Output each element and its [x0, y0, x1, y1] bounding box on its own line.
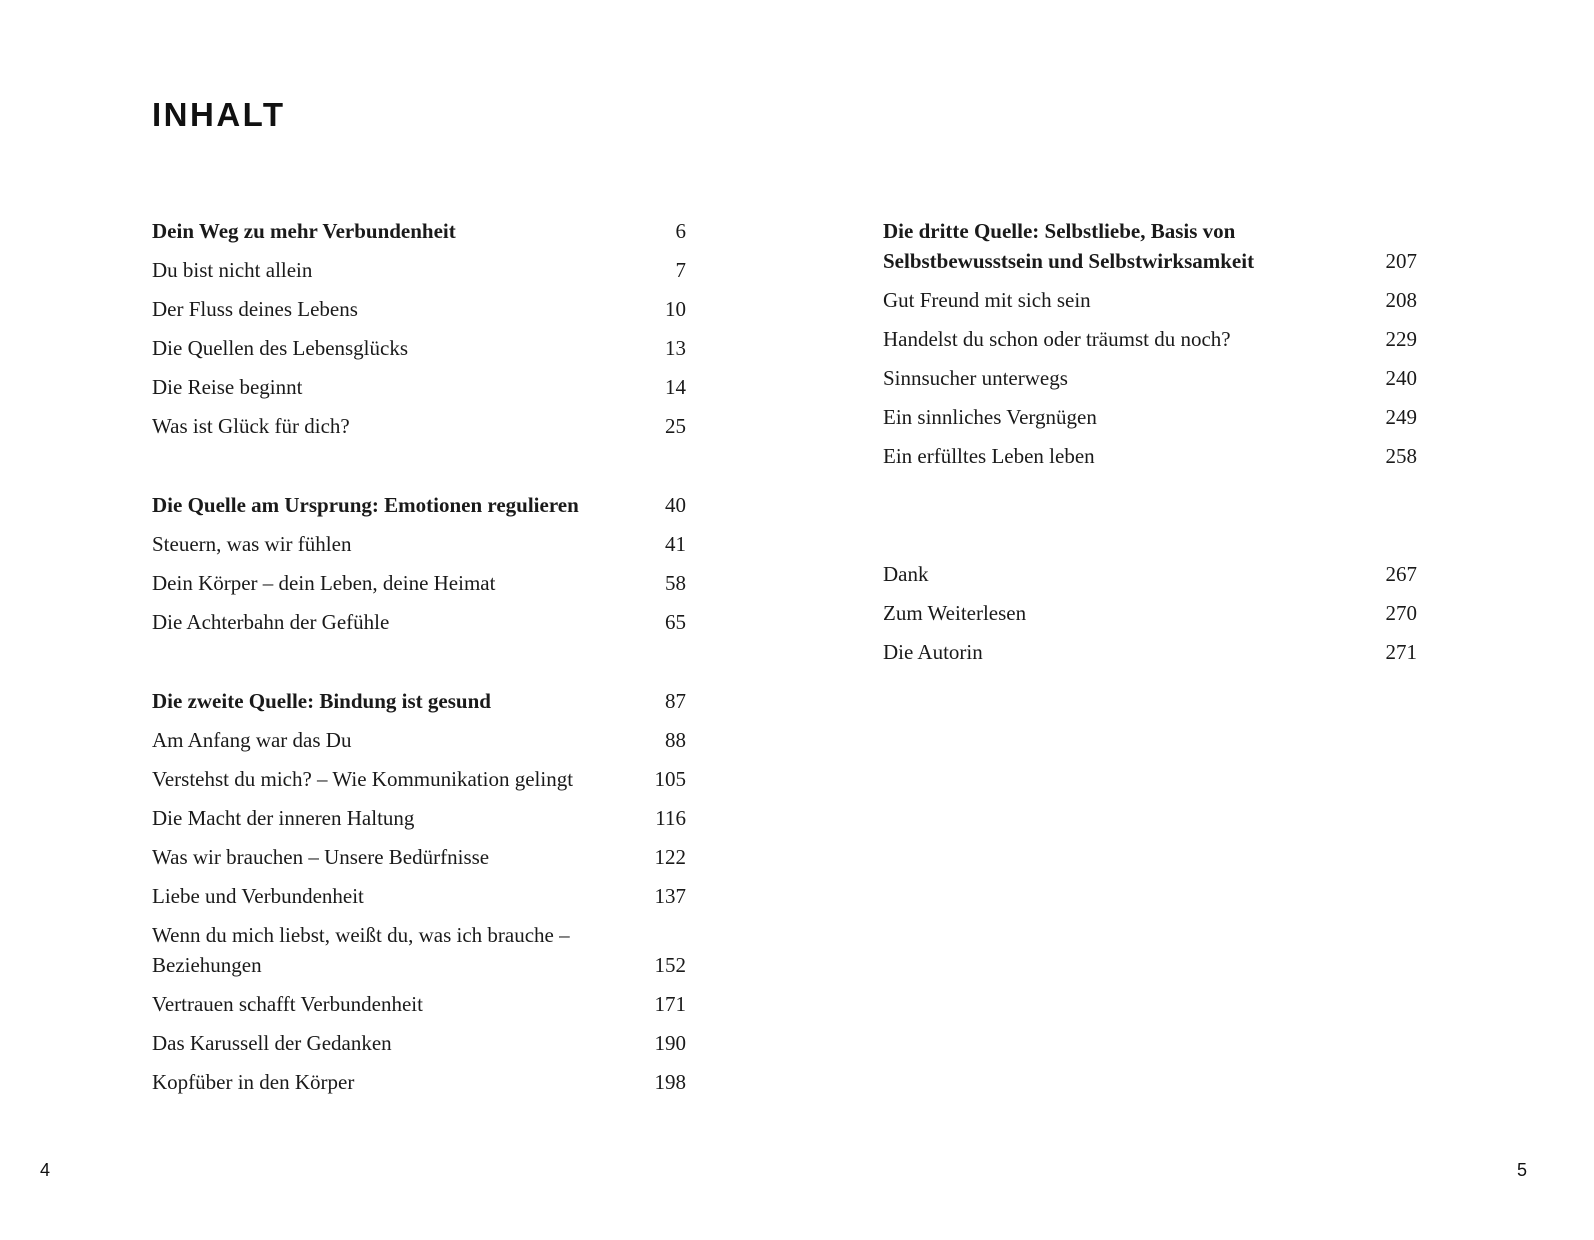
toc-entry-row[interactable] — [152, 329, 686, 368]
entry-title: Ein sinnliches Vergnügen — [883, 405, 1097, 429]
toc-entry-row[interactable] — [152, 1063, 686, 1102]
toc-entry-row[interactable] — [883, 594, 1417, 633]
toc-entry-row[interactable] — [152, 525, 686, 564]
chapter-page: 6 — [675, 219, 686, 243]
entry-page: 14 — [665, 375, 686, 399]
toc-entry-row[interactable] — [152, 916, 686, 985]
toc-entry-row[interactable] — [152, 760, 686, 799]
chapter-page: 87 — [665, 689, 686, 713]
entry-title: Ein erfülltes Leben leben — [883, 444, 1095, 468]
toc-chapter-row[interactable] — [152, 212, 686, 251]
toc-left-column — [152, 212, 686, 1102]
entry-title: Dein Körper – dein Leben, deine Heimat — [152, 571, 496, 595]
entry-title: Das Karussell der Gedanken — [152, 1031, 392, 1055]
toc-entry-row[interactable] — [152, 877, 686, 916]
toc-entry-row[interactable] — [152, 1024, 686, 1063]
entry-page: 152 — [654, 953, 686, 977]
toc-entry-row[interactable] — [152, 799, 686, 838]
entry-title: Liebe und Verbundenheit — [152, 884, 364, 908]
toc-entry-row[interactable] — [152, 603, 686, 642]
entry-title: Du bist nicht allein — [152, 258, 313, 282]
entry-page: 258 — [1385, 444, 1417, 468]
toc-entry-row[interactable] — [152, 407, 686, 446]
entry-title: Sinnsucher unterwegs — [883, 366, 1068, 390]
entry-title: Die Macht der inneren Haltung — [152, 806, 415, 830]
entry-title: Die Quellen des Lebensglücks — [152, 336, 409, 360]
toc-entry-row[interactable] — [152, 368, 686, 407]
toc-entry-row[interactable] — [152, 251, 686, 290]
entry-page: 249 — [1385, 405, 1417, 429]
entry-title: Gut Freund mit sich sein — [883, 288, 1091, 312]
entry-page: 88 — [665, 728, 686, 752]
toc-section-backmatter — [883, 555, 1417, 672]
entry-title: Kopfüber in den Körper — [152, 1070, 355, 1094]
toc-chapter-row[interactable] — [883, 212, 1417, 281]
toc-entry-row[interactable] — [883, 437, 1417, 476]
toc-section-4 — [883, 212, 1417, 476]
toc-entry-row[interactable] — [883, 633, 1417, 672]
toc-entry-row[interactable] — [152, 985, 686, 1024]
entry-page: 7 — [675, 258, 686, 282]
entry-title: Die Achterbahn der Gefühle — [152, 610, 390, 634]
entry-page: 137 — [654, 884, 686, 908]
entry-title: Wenn du mich liebst, weißt du, was ich brauche – Beziehungen — [152, 923, 570, 977]
page-number-right: 5 — [1517, 1160, 1528, 1180]
entry-page: 41 — [665, 532, 686, 556]
entry-page: 208 — [1385, 288, 1417, 312]
entry-page: 240 — [1385, 366, 1417, 390]
entry-title: Der Fluss deines Lebens — [152, 297, 358, 321]
entry-page: 65 — [665, 610, 686, 634]
toc-section-1 — [152, 212, 686, 446]
toc-entry-row[interactable] — [152, 290, 686, 329]
entry-page: 267 — [1385, 562, 1417, 586]
page-number-left: 4 — [40, 1160, 51, 1180]
entry-page: 105 — [654, 767, 686, 791]
entry-title: Dank — [883, 562, 929, 586]
toc-right-column — [883, 212, 1417, 672]
entry-page: 122 — [654, 845, 686, 869]
entry-page: 25 — [665, 414, 686, 438]
entry-title: Zum Weiterlesen — [883, 601, 1027, 625]
entry-title: Handelst du schon oder träumst du noch? — [883, 327, 1231, 351]
toc-entry-row[interactable] — [883, 555, 1417, 594]
entry-title: Die Reise beginnt — [152, 375, 303, 399]
chapter-title: Die dritte Quelle: Selbstliebe, Basis von Selbstbewusstsein und Selbstwirksamkeit — [883, 219, 1255, 273]
entry-page: 58 — [665, 571, 686, 595]
entry-page: 190 — [654, 1031, 686, 1055]
toc-section-3 — [152, 682, 686, 1102]
toc-entry-row[interactable] — [883, 281, 1417, 320]
toc-entry-row[interactable] — [883, 359, 1417, 398]
toc-chapter-row[interactable] — [152, 682, 686, 721]
chapter-title: Dein Weg zu mehr Verbundenheit — [152, 219, 456, 243]
entry-title: Vertrauen schafft Verbundenheit — [152, 992, 423, 1016]
entry-page: 13 — [665, 336, 686, 360]
entry-title: Steuern, was wir fühlen — [152, 532, 352, 556]
chapter-page: 40 — [665, 493, 686, 517]
entry-title: Am Anfang war das Du — [152, 728, 352, 752]
entry-page: 171 — [654, 992, 686, 1016]
chapter-title: Die Quelle am Ursprung: Emotionen regulieren — [152, 493, 579, 517]
toc-chapter-row[interactable] — [152, 486, 686, 525]
entry-page: 229 — [1385, 327, 1417, 351]
toc-entry-row[interactable] — [883, 398, 1417, 437]
entry-page: 116 — [655, 806, 686, 830]
entry-title: Was ist Glück für dich? — [152, 414, 350, 438]
toc-entry-row[interactable] — [883, 320, 1417, 359]
toc-entry-row[interactable] — [152, 838, 686, 877]
entry-page: 271 — [1385, 640, 1417, 664]
chapter-page: 207 — [1385, 249, 1417, 273]
entry-title: Was wir brauchen – Unsere Bedürfnisse — [152, 845, 490, 869]
entry-page: 198 — [654, 1070, 686, 1094]
chapter-title: Die zweite Quelle: Bindung ist gesund — [152, 689, 491, 713]
entry-title: Verstehst du mich? – Wie Kommunikation gelingt — [152, 767, 574, 791]
page-title: INHALT — [152, 96, 286, 133]
toc-entry-row[interactable] — [152, 564, 686, 603]
toc-entry-row[interactable] — [152, 721, 686, 760]
toc-section-2 — [152, 486, 686, 642]
entry-page: 10 — [665, 297, 686, 321]
entry-title: Die Autorin — [883, 640, 983, 664]
entry-page: 270 — [1385, 601, 1417, 625]
